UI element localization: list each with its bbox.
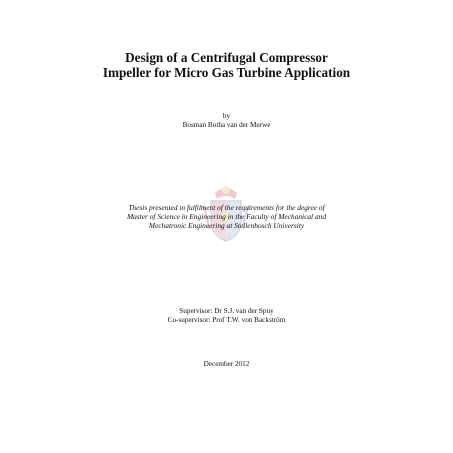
- author-name: Bosman Botha van der Merwe: [182, 121, 271, 129]
- submission-date: December 2012: [203, 360, 250, 368]
- title-line-1: Design of a Centrifugal Compressor: [125, 50, 328, 65]
- by-label: by: [222, 112, 231, 120]
- thesis-line-1: Thesis presented in fulfilment of the requirements for the degree of: [128, 203, 325, 212]
- cosupervisor-line: Co-supervisor: Prof T.W. von Backström: [167, 316, 286, 324]
- crest-top: [222, 186, 230, 194]
- thesis-statement: [0, 203, 453, 230]
- thesis-line-2: Master of Science in Engineering in the Faculty of Mechanical and: [126, 212, 327, 221]
- title-line-2: Impeller for Micro Gas Turbine Application: [102, 65, 351, 80]
- supervisor-line: Supervisor: Dr S.J. van der Spuy: [179, 307, 274, 315]
- thesis-line-3: Mechatronic Engineering at Stellenbosch University: [148, 221, 305, 230]
- document-title: [0, 50, 453, 80]
